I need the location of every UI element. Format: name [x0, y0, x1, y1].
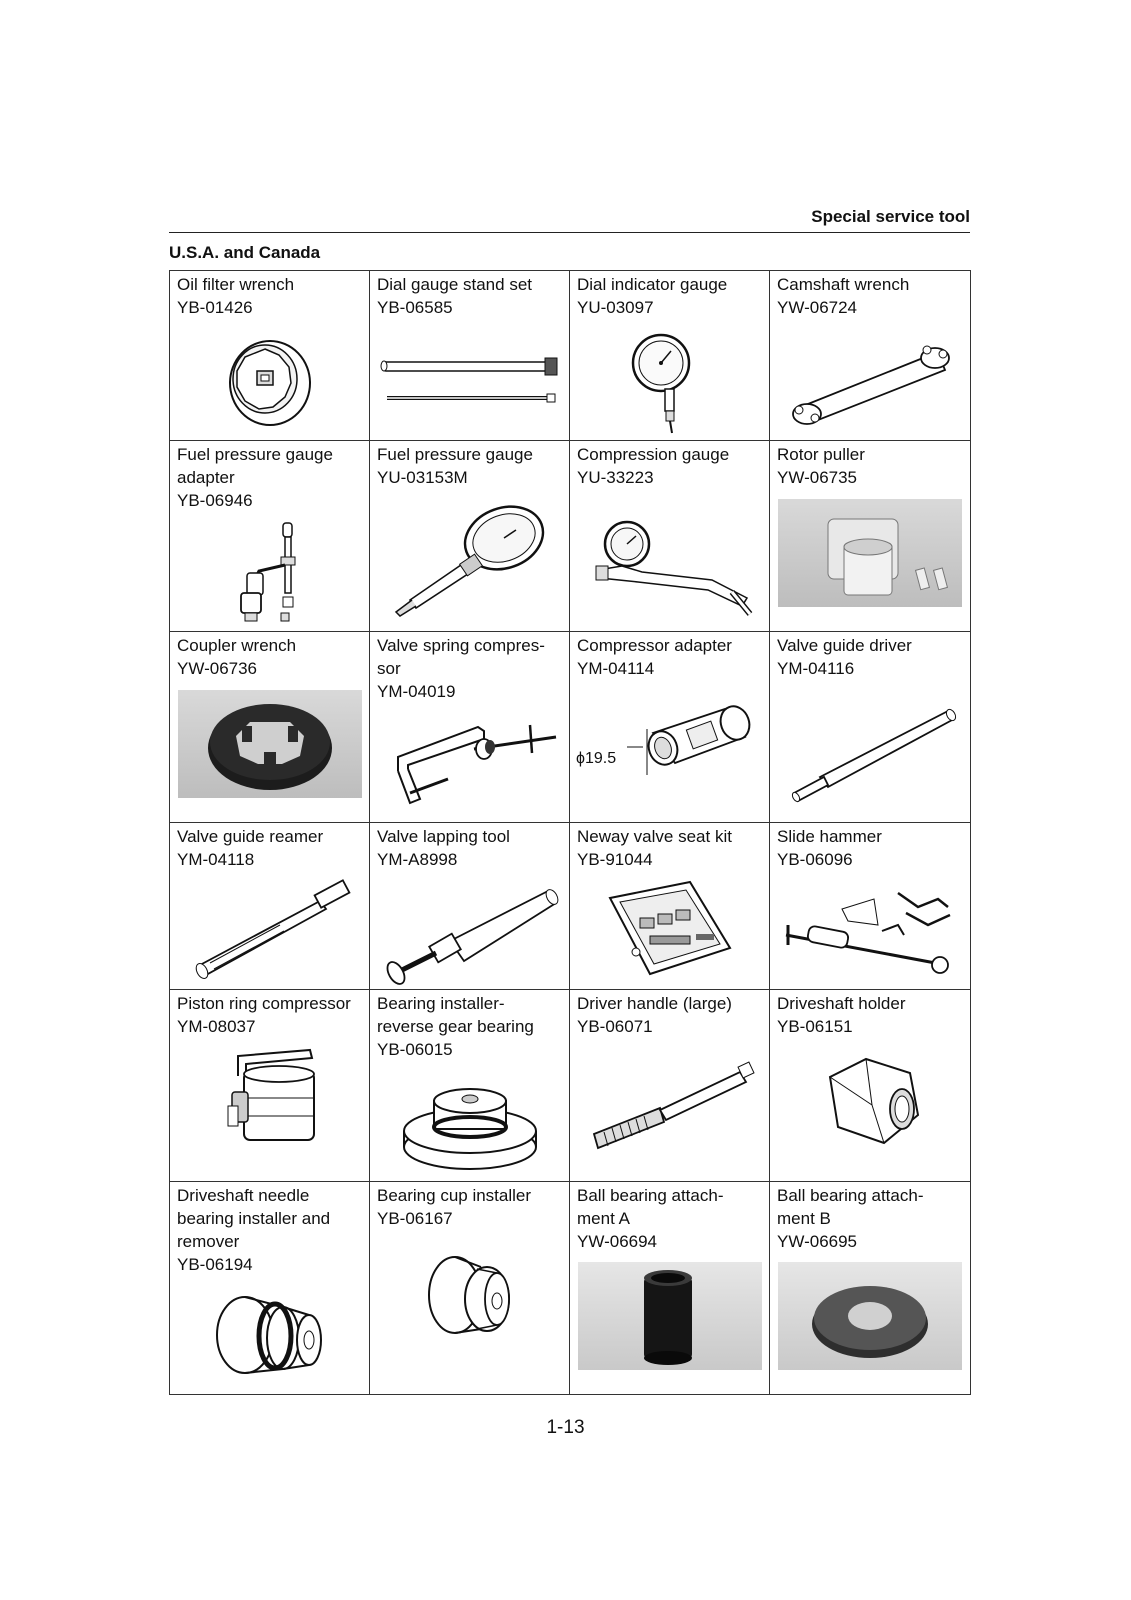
- tool-cell-rotor-puller: [770, 441, 971, 632]
- valve-lapping-tool-icon: [370, 879, 569, 987]
- valve-spring-compressor-icon: [370, 710, 569, 815]
- tool-name: Bearing installer- reverse gear bearing: [377, 994, 534, 1036]
- tool-code: YB-06096: [777, 850, 853, 869]
- tool-cell-valve-spring-compressor: [370, 632, 570, 823]
- tool-name: Fuel pressure gauge adapter: [177, 445, 333, 487]
- tool-name: Slide hammer: [777, 827, 882, 846]
- camshaft-wrench-icon: [770, 331, 970, 436]
- table-row: [170, 823, 971, 990]
- tool-name: Camshaft wrench: [777, 275, 910, 294]
- tool-cell-camshaft-wrench: [770, 271, 971, 441]
- dimension-label: ϕ19.5: [576, 750, 617, 767]
- tool-name: Dial indicator gauge: [577, 275, 728, 294]
- oil-filter-wrench-icon: [170, 333, 369, 433]
- tool-code: YM-04114: [577, 659, 655, 678]
- tool-name: Driver handle (large): [577, 994, 732, 1013]
- tool-code: YB-91044: [577, 850, 653, 869]
- tool-code: YB-06167: [377, 1209, 453, 1228]
- tool-cell-dial-indicator-gauge: [570, 271, 770, 441]
- fuel-adapter-icon: [170, 517, 369, 627]
- tool-code: YB-06151: [777, 1017, 853, 1036]
- tool-code: YB-01426: [177, 298, 253, 317]
- page-number: 1-13: [546, 1417, 585, 1438]
- tool-code: YM-08037: [177, 1017, 256, 1036]
- region-title: U.S.A. and Canada: [169, 243, 321, 262]
- tool-name: Ball bearing attach- ment B: [777, 1186, 924, 1228]
- valve-guide-driver-icon: [770, 696, 970, 806]
- tool-code: YM-04116: [777, 659, 855, 678]
- tool-name: Compressor adapter: [577, 636, 732, 655]
- tool-name: Dial gauge stand set: [377, 275, 532, 294]
- tool-cell-valve-lapping-tool: [370, 823, 570, 990]
- tool-name: Valve spring compres- sor: [377, 636, 545, 678]
- tool-name: Neway valve seat kit: [577, 827, 732, 846]
- ball-bearing-attachment-b-photo: [778, 1262, 962, 1370]
- table-row: [170, 441, 971, 632]
- tool-cell-ball-bearing-attachment-a: [570, 1182, 770, 1395]
- fuel-pressure-gauge-icon: [370, 501, 569, 621]
- tool-cell-bearing-installer-reverse-gear: [370, 990, 570, 1182]
- tool-cell-compression-gauge: [570, 441, 770, 632]
- valve-seat-kit-icon: [570, 875, 769, 985]
- tool-code: YU-33223: [577, 468, 654, 487]
- tool-name: Ball bearing attach- ment A: [577, 1186, 724, 1228]
- table-row: [170, 632, 971, 823]
- tool-cell-driveshaft-holder: [770, 990, 971, 1182]
- tool-name: Compression gauge: [577, 445, 730, 464]
- tool-code: YU-03097: [577, 298, 654, 317]
- tool-code: YW-06724: [777, 298, 858, 317]
- tool-code: YW-06695: [777, 1232, 858, 1251]
- tool-code: YB-06946: [177, 491, 253, 510]
- tool-name: Bearing cup installer: [377, 1186, 532, 1205]
- valve-guide-reamer-icon: [170, 877, 369, 985]
- tool-code: YW-06694: [577, 1232, 658, 1251]
- tool-code: YB-06071: [577, 1017, 653, 1036]
- bearing-installer-icon: [370, 1076, 569, 1176]
- header-rule: [169, 232, 970, 233]
- tool-cell-dial-gauge-stand-set: [370, 271, 570, 441]
- piston-ring-compressor-icon: [170, 1046, 369, 1156]
- tool-cell-driveshaft-needle-bearing-installer: [170, 1182, 370, 1395]
- section-title: Special service tool: [811, 207, 970, 226]
- tool-code: YB-06194: [177, 1255, 253, 1274]
- tool-name: Fuel pressure gauge: [377, 445, 533, 464]
- tool-code: YU-03153M: [377, 468, 468, 487]
- bearing-cup-installer-icon: [370, 1244, 569, 1344]
- tool-name: Oil filter wrench: [177, 275, 295, 294]
- compression-gauge-icon: [570, 511, 769, 621]
- compressor-adapter-icon: [610, 692, 770, 802]
- driver-handle-icon: [570, 1052, 769, 1160]
- tool-cell-neway-valve-seat-kit: [570, 823, 770, 990]
- tool-code: YM-04019: [377, 682, 456, 701]
- tool-cell-driver-handle-large: [570, 990, 770, 1182]
- tool-code: YM-A8998: [377, 850, 458, 869]
- tool-cell-piston-ring-compressor: [170, 990, 370, 1182]
- tool-code: YB-06585: [377, 298, 453, 317]
- tool-cell-compressor-adapter: [570, 632, 770, 823]
- tool-cell-coupler-wrench: [170, 632, 370, 823]
- tool-cell-fuel-pressure-gauge-adapter: [170, 441, 370, 632]
- coupler-wrench-photo: [178, 690, 362, 798]
- tool-name: Valve lapping tool: [377, 827, 510, 846]
- tool-name: Valve guide reamer: [177, 827, 324, 846]
- tool-name: Driveshaft holder: [777, 994, 906, 1013]
- special-tool-table: [169, 270, 971, 1395]
- rotor-puller-photo: [778, 499, 962, 607]
- table-row: [170, 271, 971, 441]
- tool-code: YW-06736: [177, 659, 258, 678]
- tool-name: Driveshaft needle bearing installer and remover: [177, 1186, 331, 1251]
- tool-cell-slide-hammer: [770, 823, 971, 990]
- tool-name: Piston ring compressor: [177, 994, 351, 1013]
- driveshaft-holder-icon: [770, 1048, 970, 1158]
- tool-cell-ball-bearing-attachment-b: [770, 1182, 971, 1395]
- tool-code: YB-06015: [377, 1040, 453, 1059]
- tool-name: Coupler wrench: [177, 636, 297, 655]
- needle-bearing-installer-icon: [170, 1282, 369, 1392]
- dial-gauge-stand-icon: [370, 341, 569, 421]
- dial-indicator-icon: [570, 327, 769, 437]
- tool-name: Valve guide driver: [777, 636, 912, 655]
- tool-cell-fuel-pressure-gauge: [370, 441, 570, 632]
- tool-cell-bearing-cup-installer: [370, 1182, 570, 1395]
- tool-cell-valve-guide-driver: [770, 632, 971, 823]
- tool-cell-valve-guide-reamer: [170, 823, 370, 990]
- tool-name: Rotor puller: [777, 445, 865, 464]
- tool-code: YW-06735: [777, 468, 858, 487]
- ball-bearing-attachment-a-photo: [578, 1262, 762, 1370]
- table-row: [170, 1182, 971, 1395]
- tool-code: YM-04118: [177, 850, 255, 869]
- tool-cell-oil-filter-wrench: [170, 271, 370, 441]
- slide-hammer-icon: [770, 883, 970, 987]
- table-row: [170, 990, 971, 1182]
